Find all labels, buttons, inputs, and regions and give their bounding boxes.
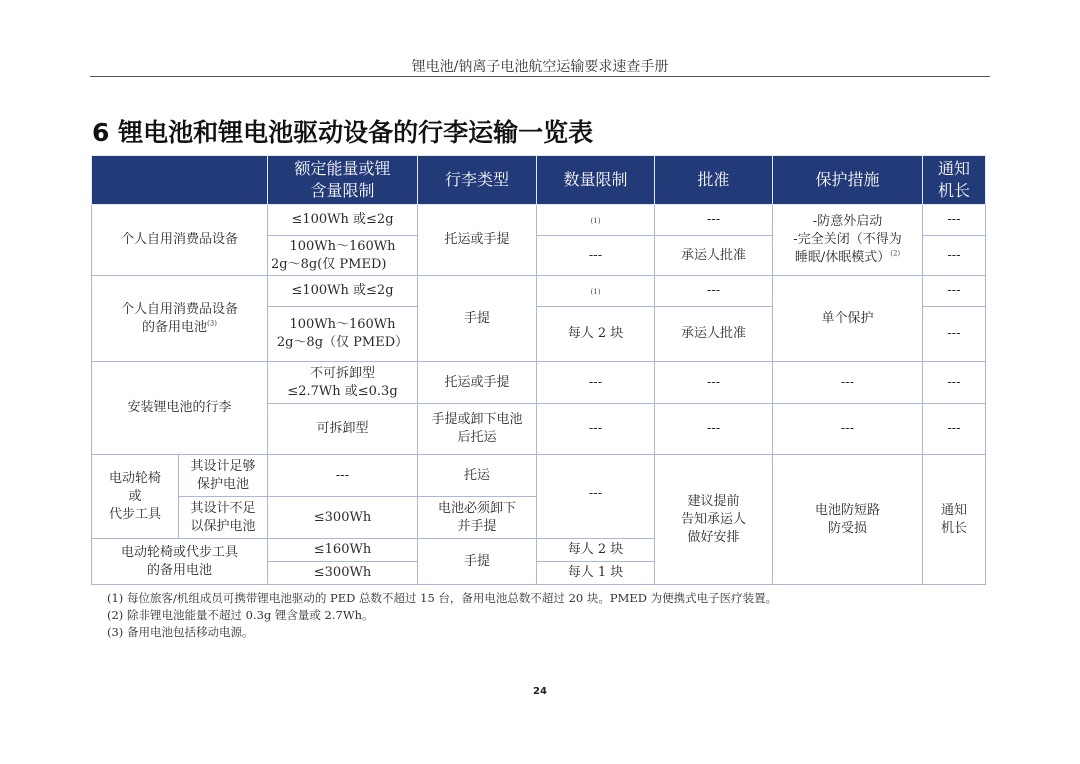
table-row: [92, 205, 986, 236]
cell-protection: [773, 205, 923, 276]
cell-notify: ---: [923, 236, 986, 276]
cell-baggage: 电池必须卸下 并手提: [418, 497, 537, 539]
row-label-wheelchair-spare: 电动轮椅或代步工具 的备用电池: [92, 539, 268, 585]
running-header: 锂电池/钠离子电池航空运输要求速查手册: [411, 59, 669, 75]
cell-baggage: 托运或手提: [418, 205, 537, 276]
header-rule: [90, 76, 990, 77]
cell-baggage: 手提或卸下电池 后托运: [418, 404, 537, 455]
cell-notify: ---: [923, 307, 986, 362]
header-approval: 批准: [655, 156, 773, 205]
cell-approval: ---: [655, 276, 773, 307]
table-row: [92, 276, 986, 307]
header-blank: [92, 156, 268, 205]
row-label-installed-baggage: 安装锂电池的行李: [92, 362, 268, 455]
cell-sub-label: 其设计不足 以保护电池: [179, 497, 268, 539]
footnotes: [107, 590, 777, 641]
footnote-marker: (3): [207, 319, 217, 328]
cell-quantity: ---: [537, 362, 655, 404]
cell-baggage: 手提: [418, 539, 537, 585]
cell-limit: 可拆卸型: [268, 404, 418, 455]
footnote: (3) 备用电池包括移动电源。: [107, 625, 254, 639]
cell-limit: 100Wh～160Wh 2g～8g（仅 PMED）: [268, 307, 418, 362]
cell-limit: ≤300Wh: [268, 562, 418, 585]
cell-limit: 100Wh～160Wh 2g～8g(仅 PMED): [268, 236, 418, 276]
cell-notify: ---: [923, 362, 986, 404]
cell-quantity: 每人 1 块: [537, 562, 655, 585]
row-label-wheelchair: 电动轮椅 或 代步工具: [92, 455, 179, 539]
footnote: (2) 除非锂电池能量不超过 0.3g 锂含量或 2.7Wh。: [107, 608, 374, 622]
cell-baggage: 托运或手提: [418, 362, 537, 404]
battery-baggage-table: [91, 155, 986, 585]
header-notify-captain: 通知机长: [923, 156, 986, 205]
cell-notify: ---: [923, 205, 986, 236]
cell-quantity: ---: [537, 236, 655, 276]
cell-approval: 承运人批准: [655, 236, 773, 276]
cell-limit: ---: [268, 455, 418, 497]
cell-quantity: (1): [537, 205, 655, 236]
cell-quantity: ---: [537, 455, 655, 539]
cell-quantity: (1): [537, 276, 655, 307]
cell-quantity: 每人 2 块: [537, 539, 655, 562]
cell-limit: ≤160Wh: [268, 539, 418, 562]
header-quantity-limit: 数量限制: [537, 156, 655, 205]
cell-notify: ---: [923, 404, 986, 455]
cell-limit: ≤100Wh 或≤2g: [268, 205, 418, 236]
cell-notify: 通知 机长: [923, 455, 986, 585]
table-row: [92, 455, 986, 497]
cell-approval: ---: [655, 404, 773, 455]
cell-quantity: 每人 2 块: [537, 307, 655, 362]
row-label-personal-device: 个人自用消费品设备: [92, 205, 268, 276]
footnote: (1) 每位旅客/机组成员可携带锂电池驱动的 PED 总数不超过 15 台，备用电池总数不超过 20 块。PMED 为便携式电子医疗装置。: [107, 591, 778, 605]
row-label-spare-battery: 个人自用消费品设备 的备用电池$^{(3)}$: [92, 276, 268, 362]
table-header-row: [92, 156, 986, 205]
header-protection: 保护措施: [773, 156, 923, 205]
cell-approval: 建议提前 告知承运人 做好安排: [655, 455, 773, 585]
cell-approval: 承运人批准: [655, 307, 773, 362]
section-title: 6 锂电池和锂电池驱动设备的行李运输一览表: [92, 118, 594, 147]
cell-protection: ---: [773, 404, 923, 455]
cell-approval: ---: [655, 362, 773, 404]
header-baggage-type: 行李类型: [418, 156, 537, 205]
footnote-marker: (2): [890, 249, 901, 258]
cell-protection: ---: [773, 362, 923, 404]
cell-limit: 不可拆卸型 ≤2.7Wh 或≤0.3g: [268, 362, 418, 404]
cell-notify: ---: [923, 276, 986, 307]
cell-limit: ≤300Wh: [268, 497, 418, 539]
cell-sub-label: 其设计足够 保护电池: [179, 455, 268, 497]
protection-line: 睡眠/休眠模式）$^{(2)}$: [794, 249, 901, 265]
cell-limit: ≤100Wh 或≤2g: [268, 276, 418, 307]
cell-protection: 电池防短路 防受损: [773, 455, 923, 585]
header-energy-limit: 额定能量或锂含量限制: [268, 156, 418, 205]
protection-line: -防意外启动: [812, 214, 883, 229]
page-number: 24: [533, 686, 547, 697]
cell-baggage: 手提: [418, 276, 537, 362]
cell-quantity: ---: [537, 404, 655, 455]
table-row: [92, 362, 986, 404]
cell-protection: 单个保护: [773, 276, 923, 362]
cell-approval: ---: [655, 205, 773, 236]
cell-baggage: 托运: [418, 455, 537, 497]
protection-line: -完全关闭（不得为: [793, 232, 902, 247]
